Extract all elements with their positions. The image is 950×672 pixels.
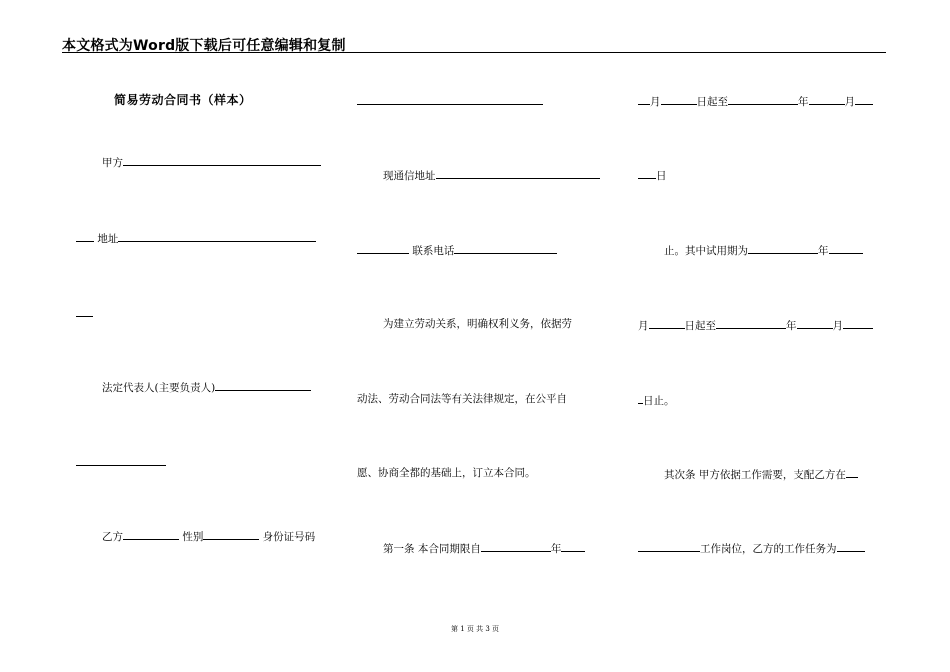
blank-line xyxy=(76,231,94,242)
blank-line xyxy=(561,541,585,552)
legal-rep-label: 法定代表人(主要负责人) xyxy=(102,382,216,394)
month-label: 月 xyxy=(650,96,661,108)
blank-line xyxy=(454,243,557,254)
from-to-label: 日起至 xyxy=(696,96,728,108)
legal-rep-line xyxy=(102,380,311,394)
address-continuation xyxy=(76,306,93,320)
blank-line xyxy=(837,541,865,552)
gender-label: 性别 xyxy=(179,531,204,543)
blank-line xyxy=(797,318,833,329)
party-a-label: 甲方 xyxy=(102,157,123,169)
blank-line xyxy=(215,380,311,391)
day-label: 日 xyxy=(656,170,667,182)
paragraph-line: 为建立劳动关系，明确权利义务，依据劳 xyxy=(383,318,572,330)
page-footer: 第 1 页 共 3 页 xyxy=(450,625,500,633)
blank-line xyxy=(855,94,873,105)
year-label: 年 xyxy=(786,320,797,332)
blank-line xyxy=(829,243,863,254)
party-b-label: 乙方 xyxy=(102,531,123,543)
month-label: 月 xyxy=(638,320,649,332)
phone-line xyxy=(357,243,557,257)
party-a-line xyxy=(102,155,321,169)
blank-line xyxy=(728,94,798,105)
header-rule xyxy=(62,52,886,53)
term-day-line xyxy=(638,168,667,182)
position-line xyxy=(638,541,865,555)
article-2-line xyxy=(664,467,858,481)
blank-line xyxy=(638,168,656,179)
paragraph-line: 愿、协商全都的基础上，订立本合同。 xyxy=(357,467,536,479)
month-label: 月 xyxy=(844,96,855,108)
blank-line xyxy=(843,318,873,329)
day-end-label: 日止。 xyxy=(643,395,675,407)
position-label: 工作岗位，乙方的工作任务为 xyxy=(700,543,837,555)
current-address-line xyxy=(383,168,600,182)
probation-label: 止。其中试用期为 xyxy=(664,245,748,257)
party-b-line xyxy=(102,529,315,543)
article-2-label: 其次条 甲方依据工作需要，支配乙方在 xyxy=(664,469,846,481)
blank-line xyxy=(748,243,818,254)
address-label: 地址 xyxy=(94,233,119,245)
id-number-label: 身份证号码 xyxy=(259,531,316,543)
address-line xyxy=(76,231,316,245)
blank-line xyxy=(481,541,551,552)
page-header: 本文格式为Word版下载后可任意编辑和复制 xyxy=(62,38,346,54)
blank-line xyxy=(357,243,409,254)
document-title: 简易劳动合同书（样本） xyxy=(114,93,252,107)
year-label: 年 xyxy=(798,96,809,108)
blank-line xyxy=(76,306,93,317)
term-date-line xyxy=(638,94,873,108)
probation-line xyxy=(664,243,863,257)
blank-line xyxy=(649,318,685,329)
probation-end-line xyxy=(638,393,675,407)
blank-line xyxy=(203,529,259,540)
blank-line xyxy=(638,541,700,552)
current-address-label: 现通信地址 xyxy=(383,170,436,182)
year-label: 年 xyxy=(818,245,829,257)
paragraph-line: 动法、劳动合同法等有关法律规定，在公平自 xyxy=(357,393,567,405)
blank-line xyxy=(436,168,600,179)
blank-line xyxy=(846,467,858,478)
blank-line xyxy=(716,318,786,329)
blank-line xyxy=(76,455,166,466)
phone-label: 联系电话 xyxy=(409,245,455,257)
year-label: 年 xyxy=(550,543,562,555)
blank-line xyxy=(357,94,543,105)
article-1-line xyxy=(383,541,585,555)
id-number-continuation xyxy=(357,94,543,108)
probation-date-line xyxy=(638,318,873,332)
blank-line xyxy=(118,231,316,242)
month-label: 月 xyxy=(832,320,843,332)
blank-line xyxy=(661,94,697,105)
blank-line xyxy=(638,94,650,105)
article-1-label: 第一条 本合同期限自 xyxy=(383,543,481,555)
blank-line xyxy=(809,94,845,105)
from-to-label: 日起至 xyxy=(684,320,716,332)
blank-line xyxy=(123,529,179,540)
blank-line xyxy=(123,155,321,166)
legal-rep-continuation xyxy=(76,455,166,469)
